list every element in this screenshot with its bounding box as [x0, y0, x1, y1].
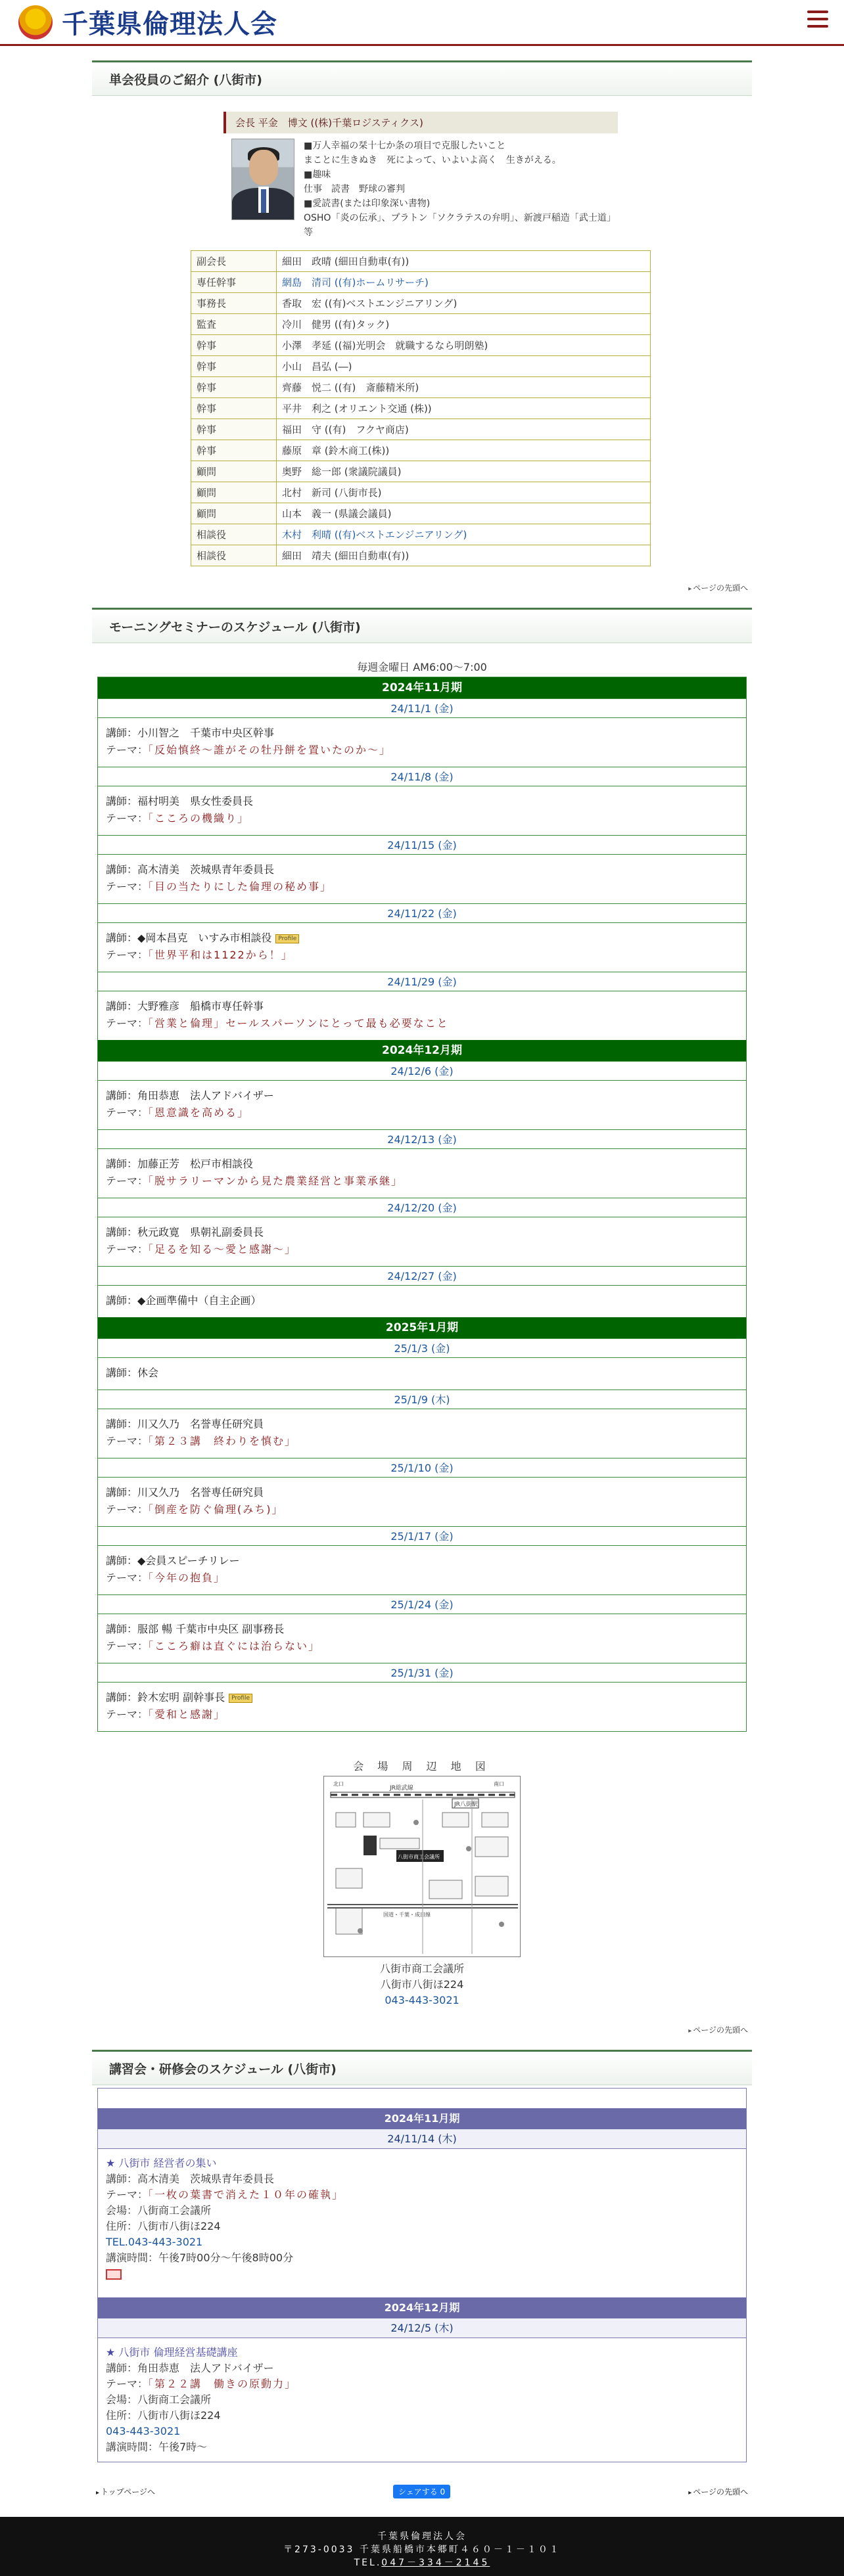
theme-label: テーマ： — [106, 2378, 149, 2390]
site-footer — [0, 2517, 844, 2576]
speaker-name: 高木清美 茨城県青年委員長 — [137, 863, 275, 876]
theme-label: テーマ： — [106, 1503, 149, 1516]
training-section-title: 講習会・研修会のスケジュール (八街市) — [92, 2050, 752, 2085]
officer-name: 香取 宏 ((有)ベストエンジニアリング) — [277, 293, 651, 314]
seminar-date: 24/11/15 (金) — [98, 835, 746, 855]
schedule-note: 毎週金曜日 AM6:00〜7:00 — [357, 661, 487, 673]
theme-label: テーマ： — [106, 1106, 149, 1119]
officer-row — [191, 419, 651, 440]
site-header — [0, 0, 844, 46]
officer-name: 山本 義一 (県議会議員) — [277, 503, 651, 524]
theme-label: テーマ： — [106, 1017, 149, 1029]
seminar-date: 24/12/6 (金) — [98, 1061, 746, 1081]
officer-table — [191, 250, 651, 566]
speaker-name: ◆企画準備中（自主企画） — [137, 1294, 262, 1307]
officer-role: 顧問 — [191, 461, 277, 482]
site-title[interactable]: 千葉県倫理法人会 — [62, 9, 277, 39]
speaker-label: 講師： — [106, 1554, 138, 1567]
training-entry — [98, 2149, 746, 2288]
chairman-name: 会長 平金 博文 ((株)千葉ロジスティクス) — [223, 112, 618, 133]
officer-name: 小澤 孝延 ((福)光明会 就職するなら明朗塾) — [277, 335, 651, 356]
month-header: 2025年1月期 — [98, 1317, 746, 1338]
theme-label: テーマ： — [106, 949, 149, 961]
seminar-entry — [98, 1478, 746, 1526]
chairman-line: 仕事 読書 野球の審判 — [304, 184, 405, 194]
officer-role: 相談役 — [191, 524, 277, 545]
theme-label: テーマ： — [106, 2188, 149, 2201]
officer-row — [191, 482, 651, 503]
seminar-date: 25/1/24 (金) — [98, 1594, 746, 1614]
theme: 「営業と倫理」セールスパーソンにとって最も必要なこと — [148, 1017, 449, 1029]
theme: 「世界平和は1122から！」 — [148, 949, 293, 961]
theme: 「こころ癖は直ぐには治らない」 — [148, 1640, 321, 1652]
event-date: 24/11/14 (木) — [98, 2129, 746, 2149]
theme: 「目の当たりにした倫理の秘め事」 — [148, 880, 333, 893]
month-header: 2024年12月期 — [98, 2297, 746, 2318]
officer-role: 顧問 — [191, 503, 277, 524]
venue-tel-link[interactable]: 043-443-3021 — [385, 1994, 459, 2006]
speaker-name: 服部 暢 千葉市中央区 副事務長 — [137, 1623, 285, 1635]
address: 住所：八街市八街ほ224 — [106, 2220, 221, 2232]
officer-role: 専任幹事 — [191, 272, 277, 293]
seminar-entry — [98, 1683, 746, 1731]
officer-row — [191, 461, 651, 482]
seminar-date: 25/1/10 (金) — [98, 1458, 746, 1478]
training-entry — [98, 2338, 746, 2462]
morning-schedule — [97, 677, 747, 1732]
footer-tel-link[interactable]: 047－334－2145 — [381, 2558, 490, 2568]
theme: 「愛和と感謝」 — [148, 1708, 226, 1721]
seminar-date: 24/11/8 (金) — [98, 767, 746, 786]
officer-name: 平井 利之 (オリエント交通 (株)) — [277, 398, 651, 419]
seminar-entry — [98, 1409, 746, 1458]
officer-name: 冷川 健男 ((有)タック) — [277, 314, 651, 335]
seminar-date: 25/1/3 (金) — [98, 1338, 746, 1358]
seminar-entry — [98, 855, 746, 903]
speaker: 講師：角田恭恵 法人アドバイザー — [106, 2362, 274, 2374]
chairman-block — [223, 112, 618, 240]
officer-role: 幹事 — [191, 398, 277, 419]
lecture-time: 講演時間：午後7時00分〜午後8時00分 — [106, 2251, 294, 2264]
speaker-label: 講師： — [106, 1418, 138, 1430]
theme: 「こころの機織り」 — [148, 812, 250, 825]
speaker-name: 大野雅彦 船橋市専任幹事 — [137, 1000, 264, 1012]
bottom-links — [92, 2485, 752, 2498]
address: 住所：八街市八街ほ224 — [106, 2409, 221, 2422]
officer-name: 齊藤 悦二 ((有) 斎藤精米所) — [277, 377, 651, 398]
speaker-name: 休会 — [137, 1367, 159, 1379]
speaker-name: 角田恭恵 法人アドバイザー — [137, 1089, 274, 1102]
theme-label: テーマ： — [106, 1175, 149, 1187]
officer-row — [191, 272, 651, 293]
speaker-name: 加藤正芳 松戸市相談役 — [137, 1158, 254, 1170]
theme-label: テーマ： — [106, 1708, 149, 1721]
seminar-date: 24/11/29 (金) — [98, 972, 746, 991]
venue: 会場：八街商工会議所 — [106, 2204, 212, 2217]
officer-row — [191, 293, 651, 314]
officer-row — [191, 335, 651, 356]
theme-label: テーマ： — [106, 812, 149, 825]
map-south-label: 南口 — [494, 1781, 504, 1787]
venue-address: 八街市八街ほ224 — [380, 1978, 464, 1991]
training-block — [98, 2108, 746, 2288]
venue-map-section — [92, 1758, 752, 2008]
month-header: 2024年12月期 — [98, 1040, 746, 1061]
training-schedule — [97, 2088, 747, 2462]
officer-row — [191, 398, 651, 419]
seminar-entry — [98, 1286, 746, 1317]
officer-role: 顧問 — [191, 482, 277, 503]
speaker-name: ◆会員スピーチリレー — [137, 1554, 240, 1567]
seminar-entry — [98, 1217, 746, 1266]
seminar-date: 24/12/13 (金) — [98, 1129, 746, 1149]
officer-name: 網島 清司 ((有)ホームリサーチ) — [277, 272, 651, 293]
officer-role: 幹事 — [191, 440, 277, 461]
officer-name: 細田 政晴 (細田自動車(有)) — [277, 251, 651, 272]
seminar-date: 24/11/1 (金) — [98, 698, 746, 718]
tel-link[interactable]: TEL.043-443-3021 — [106, 2236, 203, 2248]
map-station-label: JR八街駅 — [454, 1801, 478, 1808]
flyer-icon[interactable] — [106, 2269, 122, 2280]
officer-role: 幹事 — [191, 419, 277, 440]
seminar-date: 24/12/20 (金) — [98, 1198, 746, 1217]
officer-row — [191, 524, 651, 545]
theme-label: テーマ： — [106, 1640, 149, 1652]
seminar-date: 25/1/31 (金) — [98, 1663, 746, 1683]
officer-name: 奥野 総一郎 (衆議院議員) — [277, 461, 651, 482]
speaker-label: 講師： — [106, 863, 138, 876]
theme: 「脱サラリーマンから見た農業経営と事業承継」 — [148, 1175, 404, 1187]
officer-row — [191, 356, 651, 377]
theme-label: テーマ： — [106, 744, 149, 756]
logo-icon[interactable] — [18, 5, 53, 39]
seminar-entry — [98, 718, 746, 767]
speaker: 講師：高木清美 茨城県青年委員長 — [106, 2173, 275, 2185]
officer-role: 幹事 — [191, 377, 277, 398]
theme: 「恩意識を高める」 — [148, 1106, 250, 1119]
speaker-label: 講師： — [106, 727, 138, 739]
page-top-link[interactable]: ▸ ページの先頭へ — [92, 582, 752, 593]
theme-label: テーマ： — [106, 1243, 149, 1255]
officer-role: 相談役 — [191, 545, 277, 566]
map-venue-label: 八街市商工会議所 — [398, 1854, 440, 1860]
chairman-profile — [304, 139, 618, 240]
page-top-link[interactable]: ▸ ページの先頭へ — [688, 2486, 748, 2497]
officer-name: 細田 靖夫 (細田自動車(有)) — [277, 545, 651, 566]
chairman-line: ■趣味 — [304, 169, 331, 180]
speaker-name: 秋元政寛 県朝礼副委員長 — [137, 1226, 264, 1238]
venue: 会場：八街商工会議所 — [106, 2393, 212, 2406]
footer-org: 千葉県倫理法人会 — [377, 2531, 467, 2542]
officer-role: 幹事 — [191, 356, 277, 377]
seminar-date: 25/1/9 (木) — [98, 1390, 746, 1409]
page-top-link[interactable]: ▸ ページの先頭へ — [92, 2024, 752, 2035]
theme: 「第２２講 働きの原動力」 — [148, 2378, 297, 2390]
venue-map — [323, 1776, 521, 1957]
speaker-name: 川又久乃 名誉専任研究員 — [137, 1418, 264, 1430]
footer-tel-prefix: TEL. — [354, 2558, 382, 2568]
chairman-photo — [231, 139, 294, 220]
seminar-entry — [98, 1081, 746, 1129]
profile-badge[interactable]: Profile — [229, 1694, 252, 1703]
facebook-share-button[interactable]: シェアする 0 — [393, 2485, 450, 2498]
event-date: 24/12/5 (木) — [98, 2318, 746, 2338]
officer-name: 木村 利晴 ((有)ベストエンジニアリング) — [277, 524, 651, 545]
tel-link[interactable]: 043-443-3021 — [106, 2425, 181, 2437]
lecture-time: 講演時間：午後7時〜 — [106, 2441, 208, 2453]
month-header: 2024年11月期 — [98, 677, 746, 698]
seminar-date: 24/11/22 (金) — [98, 903, 746, 923]
theme: 「第２３講 終わりを慎む」 — [148, 1435, 297, 1447]
officer-name: 北村 新司 (八街市長) — [277, 482, 651, 503]
officer-row — [191, 251, 651, 272]
officers-section-title: 単会役員のご紹介 (八街市) — [92, 60, 752, 96]
speaker-label: 講師： — [106, 795, 138, 807]
theme: 「一枚の葉書で消えた１０年の確執」 — [148, 2188, 344, 2201]
map-line-label: JR総武線 — [390, 1785, 413, 1792]
speaker-name: 小川智之 千葉市中央区幹事 — [137, 727, 275, 739]
speaker-label: 講師： — [106, 932, 138, 944]
officer-role: 事務長 — [191, 293, 277, 314]
officer-row — [191, 545, 651, 566]
speaker-label: 講師： — [106, 1000, 138, 1012]
officer-role: 幹事 — [191, 335, 277, 356]
seminar-entry — [98, 786, 746, 835]
seminar-entry — [98, 1358, 746, 1390]
event-title-link[interactable]: ★ 八街市 倫理経営基礎講座 — [106, 2346, 238, 2359]
seminar-date: 24/12/27 (金) — [98, 1266, 746, 1286]
chairman-line: ■万人幸福の栞十七か条の項目で克服したいこと — [304, 141, 506, 151]
seminar-entry — [98, 1149, 746, 1198]
officer-role: 副会長 — [191, 251, 277, 272]
month-header: 2024年11月期 — [98, 2108, 746, 2129]
seminar-entry — [98, 1614, 746, 1663]
event-title-link[interactable]: ★ 八街市 経営者の集い — [106, 2157, 217, 2169]
seminar-entry — [98, 991, 746, 1040]
theme: 「足るを知る〜愛と感謝〜」 — [148, 1243, 297, 1255]
officer-name: 小山 昌弘 (―) — [277, 356, 651, 377]
theme: 「今年の抱負」 — [148, 1571, 226, 1584]
training-block — [98, 2297, 746, 2462]
officer-row — [191, 314, 651, 335]
theme-label: テーマ： — [106, 1435, 149, 1447]
officer-row — [191, 440, 651, 461]
map-title: 会 場 周 辺 地 図 — [353, 1760, 491, 1773]
speaker-name: 福村明美 県女性委員長 — [137, 795, 254, 807]
speaker-label: 講師： — [106, 1294, 138, 1307]
speaker-label: 講師： — [106, 1486, 138, 1499]
speaker-name: ◆岡本昌克 いすみ市相談役 — [137, 932, 272, 944]
footer-address: 〒273-0033 千葉県船橋市本郷町４６０－１－１０１ — [283, 2544, 561, 2555]
venue-name: 八街市商工会議所 — [379, 1962, 464, 1975]
officer-row — [191, 503, 651, 524]
morning-section-title: モーニングセミナーのスケジュール (八街市) — [92, 608, 752, 643]
to-top-page-link[interactable]: ▸ トップページへ — [96, 2486, 155, 2497]
chairman-line: OSHO「炎の伝承」、プラトン「ソクラテスの弁明」、新渡戸稲造「武士道」等 — [304, 213, 616, 238]
seminar-entry — [98, 923, 746, 972]
theme: 「倒産を防ぐ倫理(みち)」 — [148, 1503, 284, 1516]
profile-badge[interactable]: Profile — [275, 934, 299, 943]
theme: 「反始慎終〜誰がその牡丹餅を置いたのか〜」 — [148, 744, 392, 756]
speaker-name: 川又久乃 名誉専任研究員 — [137, 1486, 264, 1499]
officer-role: 監査 — [191, 314, 277, 335]
speaker-label: 講師： — [106, 1158, 138, 1170]
officer-row — [191, 377, 651, 398]
hamburger-menu-icon[interactable] — [806, 8, 830, 30]
seminar-entry — [98, 1546, 746, 1594]
speaker-label: 講師： — [106, 1089, 138, 1102]
speaker-label: 講師： — [106, 1367, 138, 1379]
speaker-label: 講師： — [106, 1623, 138, 1635]
speaker-label: 講師： — [106, 1226, 138, 1238]
theme-label: テーマ： — [106, 880, 149, 893]
officer-name: 福田 守 ((有) フクヤ商店) — [277, 419, 651, 440]
officer-name: 藤原 章 (鈴木商工(株)) — [277, 440, 651, 461]
speaker-label: 講師： — [106, 1691, 138, 1704]
theme-label: テーマ： — [106, 1571, 149, 1584]
seminar-date: 25/1/17 (金) — [98, 1526, 746, 1546]
map-north-label: 北口 — [333, 1781, 344, 1787]
speaker-name: 鈴木宏明 副幹事長 — [137, 1691, 225, 1704]
chairman-line: ■愛読書(または印象深い書物) — [304, 198, 431, 209]
chairman-line: まことに生きぬき 死によって、いよいよ高く 生きがえる。 — [304, 155, 561, 166]
map-road-label: 国道・千葉・成田線 — [383, 1912, 431, 1918]
